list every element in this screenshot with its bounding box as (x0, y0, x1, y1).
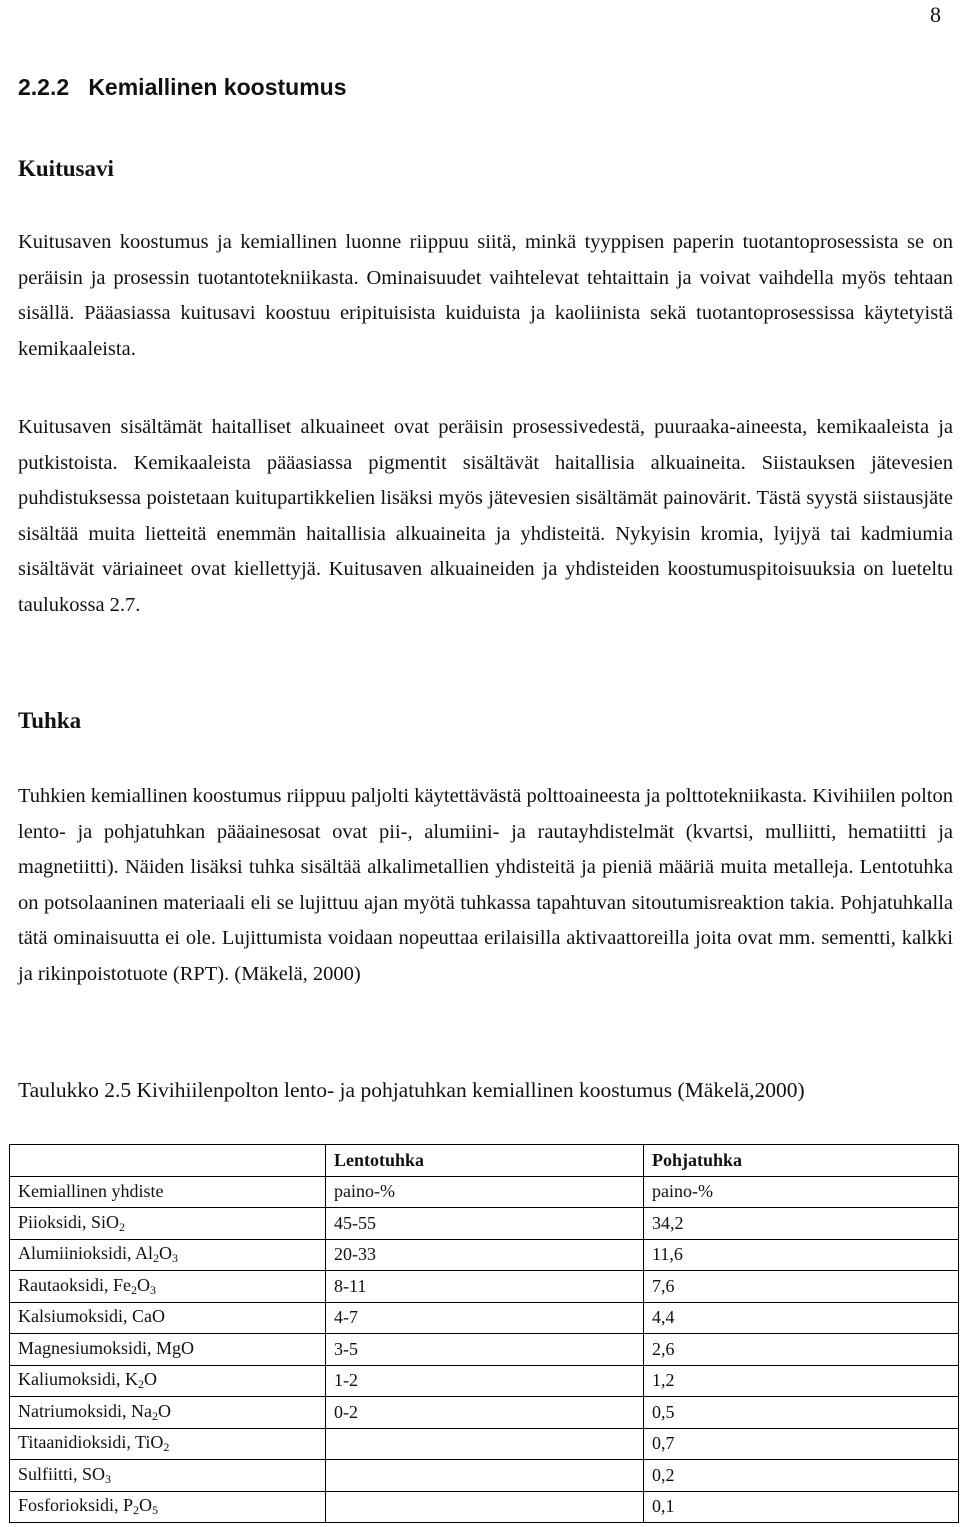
compound-name: Natriumoksidi, Na (18, 1400, 152, 1421)
compound-name: Piioksidi, SiO (18, 1211, 120, 1232)
lento-value-cell: 3-5 (326, 1334, 644, 1366)
compound-sub1: 3 (105, 1471, 112, 1486)
compound-cell (10, 1397, 326, 1429)
unit-lento-cell: paino-% (326, 1176, 644, 1208)
compound-sub1: 2 (163, 1440, 170, 1455)
lento-value-cell: 20-33 (326, 1239, 644, 1271)
table-caption: Taulukko 2.5 Kivihiilenpolton lento- ja pohjatuhkan kemiallinen koostumus (Mäkelä,2000) (18, 1078, 805, 1102)
compound-sub1: 2 (153, 1251, 160, 1266)
pohja-value-cell: 11,6 (644, 1239, 959, 1271)
pohja-value-cell: 34,2 (644, 1208, 959, 1240)
kuitusavi-paragraph-2: Kuitusaven sisältämät haitalliset alkuaineet ovat peräisin prosessivedestä, puuraaka-aineesta, kemikaaleista ja putkistoista. Kemikaaleista pääasiassa pigmentit sisältävät haitallisia alkuaineita. Siistauksen jätevesien puhdistuksessa poistetaan kuitupartikkelien lisäksi myös jätevesien sisältämät painovärit. Tästä syystä siistausjäte sisältää muita lietteitä enemmän haitallisia alkuaineita ja yhdisteitä. Nykyisin kromia, lyijyä tai kadmiumia sisältävät väriaineet ovat kiellettyjä. Kuitusaven alkuaineiden ja yhdisteiden koostumuspitoisuuksia on lueteltu taulukossa 2.7. (18, 416, 953, 616)
header-empty-cell (10, 1145, 326, 1177)
unit-pohja-cell: paino-% (644, 1176, 959, 1208)
compound-name: Fosforioksidi, P (18, 1495, 134, 1516)
page-number: 8 (930, 2, 941, 27)
compound-cell (10, 1460, 326, 1492)
compound-cell (10, 1428, 326, 1460)
compound-cell (10, 1302, 326, 1334)
table-row (10, 1208, 959, 1240)
compound-mid: O (139, 1495, 153, 1516)
section-heading: 2.2.2 Kemiallinen koostumus (18, 74, 347, 100)
lento-value-cell (326, 1428, 644, 1460)
compound-cell (10, 1334, 326, 1366)
compound-name: Kaliumoksidi, K (18, 1369, 138, 1390)
header-lentotuhka: Lentotuhka (326, 1145, 644, 1177)
compound-name: Titaanidioksidi, TiO (18, 1432, 164, 1453)
header-pohjatuhka: Pohjatuhka (644, 1145, 959, 1177)
pohja-value-cell: 0,7 (644, 1428, 959, 1460)
table-row (10, 1239, 959, 1271)
tuhka-paragraph: Tuhkien kemiallinen koostumus riippuu paljolti käytettävästä polttoaineesta ja polttotekniikasta. Kivihiilen polton lento- ja pohjatuhkan pääainesosat ovat pii-, alumiini- ja rautayhdistelmät (kvartsi, mulliitti, hematiitti ja magnetiitti). Näiden lisäksi tuhka sisältää alkalimetallien yhdisteitä ja pieniä määriä muita metalleja. Lentotuhka on potsolaaninen materiaali eli se lujittuu ajan myötä tuhkassa tapahtuvan sitoutumisreaktion takia. Pohjatuhkalla tätä ominaisuutta ei ole. Lujittumista voidaan nopeuttaa erilaisilla aktivaattoreilla joita ovat mm. sementti, kalkki ja rikinpoistotuote (RPT). (Mäkelä, 2000) (18, 785, 953, 985)
compound-name: Kalsiumoksidi, CaO (18, 1306, 165, 1327)
table-row (10, 1428, 959, 1460)
lento-value-cell (326, 1491, 644, 1523)
compound-mid: O (159, 1243, 173, 1264)
compound-sub1: 2 (151, 1408, 158, 1423)
compound-sub2: 5 (152, 1503, 159, 1518)
unit-label-cell: Kemiallinen yhdiste (10, 1176, 326, 1208)
compound-sub2: 3 (172, 1251, 179, 1266)
compound-cell (10, 1239, 326, 1271)
compound-cell (10, 1271, 326, 1303)
pohja-value-cell: 0,5 (644, 1397, 959, 1429)
table-row (10, 1460, 959, 1492)
kuitusavi-heading: Kuitusavi (18, 156, 114, 181)
pohja-value-cell: 1,2 (644, 1365, 959, 1397)
table-row (10, 1365, 959, 1397)
unit-row (10, 1176, 959, 1208)
lento-value-cell: 45-55 (326, 1208, 644, 1240)
compound-sub2: 3 (150, 1282, 156, 1297)
compound-name: Sulfiitti, SO (18, 1463, 106, 1484)
pohja-value-cell: 2,6 (644, 1334, 959, 1366)
lento-value-cell: 0-2 (326, 1397, 644, 1429)
pohja-value-cell: 0,2 (644, 1460, 959, 1492)
kuitusavi-paragraph-1: Kuitusaven koostumus ja kemiallinen luonne riippuu siitä, minkä tyyppisen paperin tuotantoprosessista se on peräisin ja prosessin tuotantotekniikasta. Ominaisuudet vaihtelevat tehtaittain ja voivat vaihdella myös tehtaan sisällä. Pääasiassa kuitusavi koostuu eripituisista kuiduista ja kaoliinista sekä tuotantoprosessissa käytetyistä kemikaaleista. (18, 231, 953, 360)
table-row (10, 1271, 959, 1303)
compound-name: Magnesiumoksidi, MgO (18, 1337, 195, 1358)
lento-value-cell: 8-11 (326, 1271, 644, 1303)
compound-cell (10, 1208, 326, 1240)
compound-sub1: 2 (133, 1503, 140, 1518)
compound-cell (10, 1491, 326, 1523)
table-row (10, 1397, 959, 1429)
composition-table (9, 1144, 959, 1523)
compound-sub1: 2 (138, 1377, 144, 1392)
compound-name: Alumiinioksidi, Al (18, 1243, 154, 1264)
table-row (10, 1302, 959, 1334)
lento-value-cell (326, 1460, 644, 1492)
lento-value-cell: 4-7 (326, 1302, 644, 1334)
pohja-value-cell: 7,6 (644, 1271, 959, 1303)
table-row (10, 1491, 959, 1523)
tuhka-heading: Tuhka (18, 708, 82, 733)
compound-mid: O (144, 1369, 157, 1390)
compound-mid: O (157, 1400, 171, 1421)
lento-value-cell: 1-2 (326, 1365, 644, 1397)
compound-name: Rautaoksidi, Fe (18, 1274, 131, 1295)
table-header-row (10, 1145, 959, 1177)
compound-mid: O (137, 1274, 150, 1295)
compound-sub1: 2 (131, 1282, 137, 1297)
table-row (10, 1334, 959, 1366)
pohja-value-cell: 4,4 (644, 1302, 959, 1334)
pohja-value-cell: 0,1 (644, 1491, 959, 1523)
compound-cell (10, 1365, 326, 1397)
compound-sub1: 2 (119, 1219, 126, 1234)
